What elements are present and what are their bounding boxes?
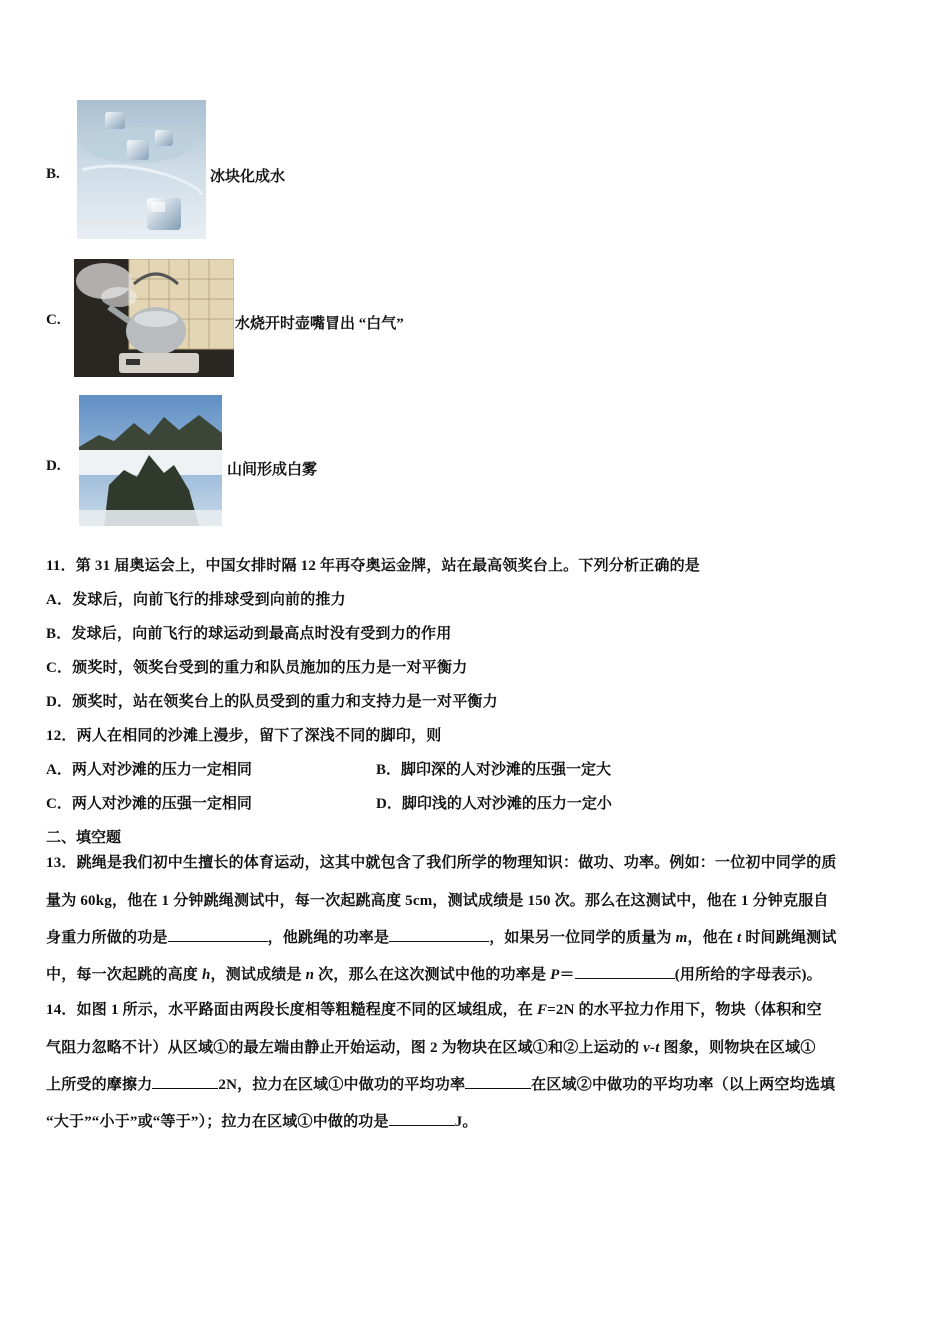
- q13-var-m: m: [675, 930, 688, 946]
- option-b-caption: 冰块化成水: [210, 169, 286, 185]
- option-d-letter: D.: [46, 458, 61, 474]
- option-d-caption: 山间形成白雾: [227, 462, 318, 478]
- q13-line-1: 13．跳绳是我们初中生擅长的体育运动，这其中就包含了我们所学的物理知识：做功、功率。例如：一位初中同学的质: [46, 855, 837, 871]
- q13-line-2: 量为 60kg，他在 1 分钟跳绳测试中，每一次起跳高度 5cm，测试成绩是 150 次。那么在这测试中，他在 1 分钟克服自: [46, 893, 829, 909]
- q13-line-3: [46, 926, 837, 947]
- q14-text: 2N，拉力在区域①中做功的平均功率: [218, 1077, 466, 1093]
- q14-text: J。: [454, 1114, 478, 1130]
- q11-option-d: D．颁奖时，站在领奖台上的队员受到的重力和支持力是一对平衡力: [46, 694, 498, 710]
- q14-line-3: [46, 1073, 835, 1094]
- q13-text: ，他在: [687, 930, 738, 946]
- section-heading-fill-in: 二、填空题: [46, 830, 122, 846]
- q14-var-vt: v-t: [643, 1040, 660, 1056]
- q11-option-b: B．发球后，向前飞行的球运动到最高点时没有受到力的作用: [46, 626, 452, 642]
- q13-text: 中，每一次起跳的高度: [46, 967, 202, 983]
- q13-blank-2[interactable]: [389, 927, 489, 942]
- q14-line-2: [46, 1036, 816, 1057]
- q13-text: ，他跳绳的功率是: [267, 930, 390, 946]
- q12-option-d: D．脚印浅的人对沙滩的压力一定小: [376, 796, 612, 812]
- q14-line-4: [46, 1110, 478, 1131]
- q13-var-p: P: [550, 967, 560, 983]
- q13-line-4: [46, 963, 822, 984]
- q13-blank-1[interactable]: [168, 927, 268, 942]
- q13-var-n: n: [305, 967, 315, 983]
- q13-text: (用所给的字母表示)。: [674, 967, 822, 983]
- q13-text: ＝: [559, 967, 575, 983]
- q13-text: 次，那么在这次测试中他的功率是: [314, 967, 551, 983]
- q14-text: 14．如图 1 所示，水平路面由两段长度相等粗糙程度不同的区域组成，在: [46, 1002, 537, 1018]
- q14-var-f: F: [536, 1002, 548, 1018]
- q14-blank-1[interactable]: [152, 1074, 218, 1089]
- q13-text: 身重力所做的功是: [46, 930, 168, 946]
- q14-blank-3[interactable]: [389, 1111, 455, 1126]
- option-c-caption: 水烧开时壶嘴冒出 “白气”: [235, 316, 404, 332]
- q13-var-t: t: [737, 930, 742, 946]
- q13-var-h: h: [201, 967, 211, 983]
- q13-blank-3[interactable]: [575, 964, 675, 979]
- q12-option-a: A．两人对沙滩的压力一定相同: [46, 762, 252, 778]
- q12-option-b: B．脚印深的人对沙滩的压强一定大: [376, 762, 612, 778]
- q14-text: 图象，则物块在区域①: [659, 1040, 816, 1056]
- q13-text: ，如果另一位同学的质量为: [489, 930, 676, 946]
- ice-cubes-picture: [77, 100, 206, 239]
- q13-text: 时间跳绳测试: [741, 930, 837, 946]
- kettle-steam-picture: [74, 259, 234, 377]
- q14-line-1: [46, 998, 822, 1019]
- q14-text: 气阻力忽略不计）从区域①的最左端由静止开始运动，图 2 为物块在区域①和②上运动的: [46, 1040, 644, 1056]
- option-c-letter: C.: [46, 312, 61, 328]
- option-b-letter: B.: [46, 166, 60, 182]
- q14-text: 在区域②中做功的平均功率（以上两空均选填: [531, 1077, 836, 1093]
- q11-option-a: A．发球后，向前飞行的排球受到向前的推力: [46, 592, 346, 608]
- q12-option-c: C．两人对沙滩的压强一定相同: [46, 796, 252, 812]
- q13-text: ，测试成绩是: [210, 967, 306, 983]
- mountain-fog-picture: [79, 395, 222, 526]
- q14-text: 上所受的摩擦力: [46, 1077, 153, 1093]
- q14-blank-2[interactable]: [465, 1074, 531, 1089]
- q11-stem: 11．第 31 届奥运会上，中国女排时隔 12 年再夺奥运金牌，站在最高领奖台上。下列分析正确的是: [46, 558, 700, 574]
- q14-text: =2N 的水平拉力作用下，物块（体积和空: [547, 1002, 822, 1018]
- q12-stem: 12．两人在相同的沙滩上漫步，留下了深浅不同的脚印，则: [46, 728, 442, 744]
- q11-option-c: C．颁奖时，领奖台受到的重力和队员施加的压力是一对平衡力: [46, 660, 468, 676]
- q14-text: “大于”“小于”或“等于”）；拉力在区域①中做的功是: [46, 1114, 389, 1130]
